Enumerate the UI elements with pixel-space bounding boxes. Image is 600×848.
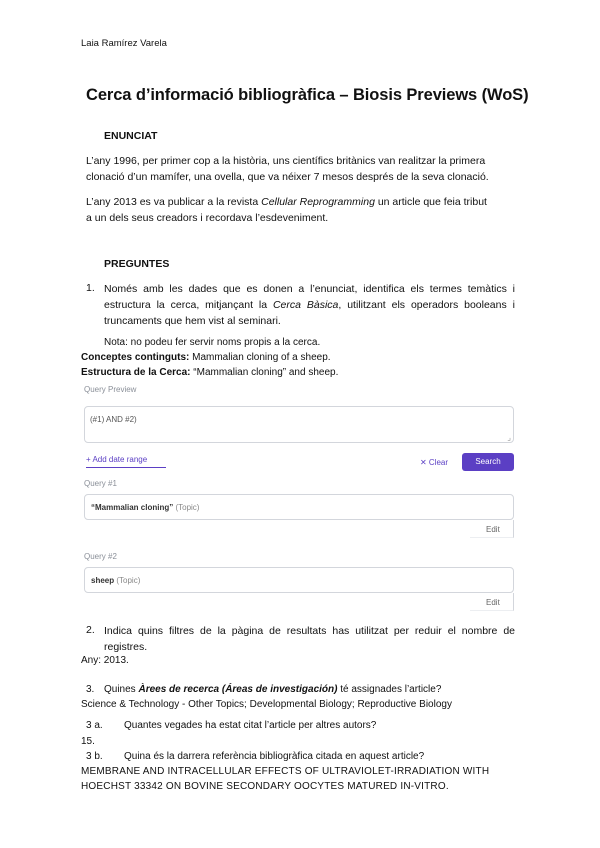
enunciat-p1-line1: L’any 1996, per primer cop a la història, uns científics britànics van realitzar la primera (86, 155, 486, 167)
edit-query-2-button[interactable]: Edit (486, 598, 500, 607)
query-1-term: “Mammalian cloning” (91, 503, 174, 512)
question-3a-number: 3 a. (86, 720, 103, 731)
q3a-answer: 15. (81, 736, 95, 747)
query-1-field-tag: (Topic) (173, 503, 200, 512)
q3b-answer-line1: MEMBRANE AND INTRACELLULAR EFFECTS OF ULTRAVIOLET-IRRADIATION WITH (81, 766, 490, 777)
structure-label: Estructura de la Cerca: (81, 367, 191, 378)
concepts-value: Mammalian cloning of a sheep. (189, 352, 331, 363)
q1-line1: Només amb les dades que es donen a l’enunciat, identifica els termes temàtics i (104, 283, 515, 295)
question-1-text (104, 281, 515, 329)
resize-handle-icon[interactable]: ⌟ (507, 433, 511, 442)
q1-line2-b: , utilitzant els operadors booleans i (338, 299, 515, 311)
q1-line2 (104, 297, 515, 313)
query-1-box (84, 494, 514, 520)
add-date-range-button[interactable]: + Add date range (86, 455, 166, 468)
question-3a-text: Quantes vegades ha estat citat l’article per altres autors? (124, 720, 377, 731)
query-preview-box[interactable] (84, 406, 514, 443)
q3b-answer (81, 764, 489, 794)
enunciat-heading: ENUNCIAT (104, 130, 158, 142)
q2-line2: registres. (104, 641, 148, 653)
enunciat-paragraph-1 (86, 153, 489, 185)
query-1-content (91, 503, 199, 512)
query-1-label: Query #1 (84, 479, 117, 488)
edit-query-1-button[interactable]: Edit (486, 525, 500, 534)
question-3-text (104, 683, 441, 697)
q1-line2-a: estructura la cerca, mitjançant la (104, 299, 273, 311)
query-2-term: sheep (91, 576, 115, 585)
q2-answer: Any: 2013. (81, 655, 129, 666)
search-button[interactable]: Search (462, 453, 514, 471)
q3-answer: Science & Technology - Other Topics; Developmental Biology; Reproductive Biology (81, 699, 452, 710)
q2-line1: Indica quins filtres de la pàgina de resultats has utilitzat per reduir el nombre de (104, 625, 515, 637)
q1-structure (81, 366, 338, 380)
journal-name: Cellular Reprogramming (261, 196, 375, 208)
query-2-box (84, 567, 514, 593)
structure-value: “Mammalian cloning” and sheep. (190, 367, 339, 378)
enunciat-p2-text-a: L’any 2013 es va publicar a la revista (86, 196, 262, 208)
query-2-label: Query #2 (84, 552, 117, 561)
enunciat-p1-line2: clonació d’un mamífer, una ovella, que va néixer 7 mesos després de la seva clonació. (86, 171, 489, 183)
question-3-number: 3. (86, 684, 95, 695)
enunciat-p2-line1 (86, 194, 487, 210)
q3-text-b: té assignades l’article? (337, 684, 442, 695)
q3b-answer-line2: HOECHST 33342 ON BOVINE SECONDARY OOCYTES MATURED IN-VITRO. (81, 781, 449, 792)
edit-2-container (470, 593, 514, 611)
q3-text-a: Quines (104, 684, 139, 695)
query-2-field-tag: (Topic) (114, 576, 141, 585)
q1-concepts (81, 351, 331, 365)
question-2-text (104, 623, 515, 655)
q3-research-areas: Àrees de recerca (Áreas de investigación) (138, 684, 338, 695)
q1-cerca-basica: Cerca Bàsica (272, 299, 339, 311)
concepts-label: Conceptes continguts: (81, 352, 190, 363)
q1-line3: truncaments que hem vist al seminari. (104, 315, 281, 327)
preguntes-heading: PREGUNTES (104, 258, 170, 270)
query-2-content (91, 576, 140, 585)
enunciat-p2-text-b: un article que feia tribut (374, 196, 487, 208)
question-1-number: 1. (86, 282, 95, 294)
question-2-number: 2. (86, 624, 95, 636)
q1-note: Nota: no podeu fer servir noms propis a la cerca. (104, 337, 321, 348)
document-title: Cerca d’informació bibliogràfica – Biosis Previews (WoS) (86, 86, 529, 104)
query-preview-label: Query Preview (84, 385, 137, 394)
clear-button[interactable]: ✕ Clear (420, 458, 449, 467)
enunciat-paragraph-2 (86, 194, 487, 226)
question-3b-number: 3 b. (86, 751, 103, 762)
question-3b-text: Quina és la darrera referència bibliogràfica citada en aquest article? (124, 751, 425, 762)
query-preview-text: (#1) AND #2) (90, 415, 137, 424)
enunciat-p2-line2: a un dels seus creadors i recordava l’esdeveniment. (86, 212, 329, 224)
author-name: Laia Ramírez Varela (81, 38, 167, 49)
edit-1-container (470, 520, 514, 538)
